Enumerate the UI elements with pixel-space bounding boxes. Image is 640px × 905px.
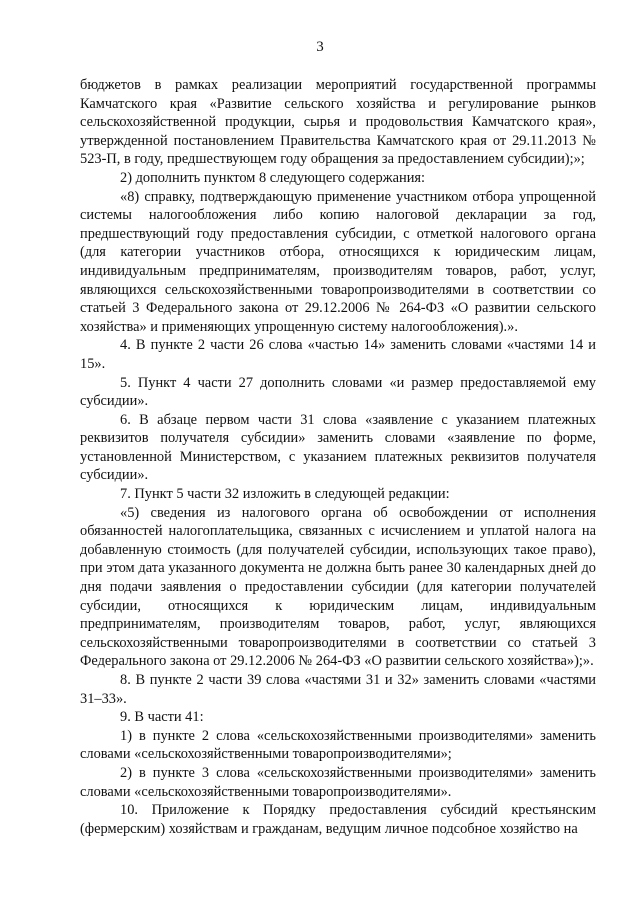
page-number: 3 xyxy=(316,39,324,55)
paragraph: 8. В пункте 2 части 39 слова «частями 31 и 32» заменить словами «частями 31–33». xyxy=(80,672,596,707)
paragraph: 10. Приложение к Порядку предоставления субсидий крестьянским (фермерским) хозяйствам и гражданам, ведущим личное подсобное хозяйство на xyxy=(80,802,596,837)
paragraph: 4. В пункте 2 части 26 слова «частью 14» заменить словами «частями 14 и 15». xyxy=(80,337,596,372)
paragraph: «8) справку, подтверждающую применение участником отбора упрощенной системы налогообложения либо копию налоговой декларации за год, предшествующий году предоставления субсидии, с отметкой налогового органа (для категории участников отбора, относящихся к юридическим лицам, индивидуальным предпринимателям, производителям товаров, работ, услуг, являющихся сельскохозяйственными товаропроизводителями в соответствии со статьей 3 Федерального закона от 29.12.2006 № 264-ФЗ «О развитии сельского хозяйства» и применяющих упрощенную систему налогообложения).». xyxy=(80,188,596,335)
paragraph: 5. Пункт 4 части 27 дополнить словами «и размер предоставляемой ему субсидии». xyxy=(80,374,596,410)
paragraph: «5) сведения из налогового органа об освобождении от исполнения обязанностей налогоплательщика, связанных с исчислением и уплатой налога на добавленную стоимость (для получателей субсидии, использующих такое право), при этом дата указанного документа не должна быть ранее 30 календарных дней до дня подачи заявления о предоставлении субсидии (для категории получателей субсидии, относящихся к юридическим лицам, индивидуальным предпринимателям, производителям товаров, работ, услуг, являющихся сельскохозяйственными товаропроизводителями в соответствии со статьей 3 Федерального закона от 29.12.2006 № 264-ФЗ «О развитии сельского хозяйства»);». xyxy=(80,504,596,670)
paragraph: 2) дополнить пунктом 8 следующего содержания: xyxy=(120,169,426,186)
paragraph: 6. В абзаце первом части 31 слова «заявление с указанием платежных реквизитов получателя субсидии» заменить словами «заявление по форме, установленной Министерством, с указанием платежных реквизитов получателя субсидии». xyxy=(80,411,596,484)
document-body xyxy=(80,76,596,838)
paragraph: 1) в пункте 2 слова «сельскохозяйственными производителями» заменить словами «сельскохозяйственными товаропроизводителями»; xyxy=(80,727,596,763)
paragraph: 7. Пункт 5 части 32 изложить в следующей редакции: xyxy=(120,486,450,503)
paragraph: 2) в пункте 3 слова «сельскохозяйственными производителями» заменить словами «сельскохозяйственными товаропроизводителями». xyxy=(80,764,596,800)
paragraph: 9. В части 41: xyxy=(120,709,204,726)
paragraph: бюджетов в рамках реализации мероприятий государственной программы Камчатского края «Развитие сельского хозяйства и регулирование рынков сельскохозяйственной продукции, сырья и продовольствия Камчатского края», утвержденной постановлением Правительства Камчатского края от 29.11.2013 № 523-П, в году, предшествующем году обращения за предоставлением субсидии);»; xyxy=(80,77,596,168)
